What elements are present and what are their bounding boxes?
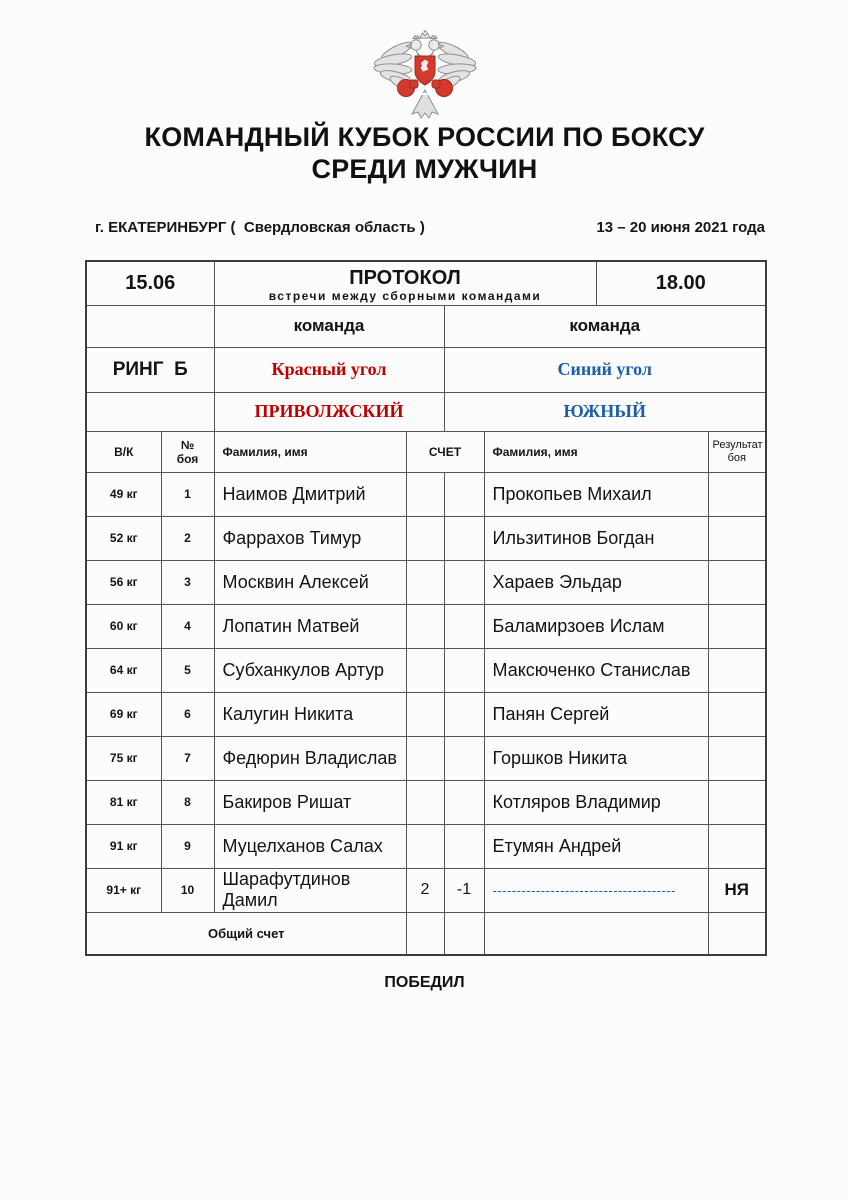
- blue-boxer-name: Горшков Никита: [484, 736, 708, 780]
- protocol-header-section: [86, 261, 766, 472]
- protocol-date: 15.06: [86, 261, 214, 305]
- page-title: [0, 121, 849, 185]
- bout-number-cell: 10: [161, 868, 214, 912]
- col-header-weight: В/К: [86, 431, 161, 472]
- col-header-score: СЧЕТ: [406, 431, 484, 472]
- red-corner-label: Красный угол: [214, 347, 444, 392]
- red-team-name: ПРИВОЛЖСКИЙ: [214, 392, 444, 431]
- protocol-time: 18.00: [596, 261, 766, 305]
- weight-class-cell: 52 кг: [86, 516, 161, 560]
- protocol-title-cell: [214, 261, 596, 305]
- page-title-line1: КОМАНДНЫЙ КУБОК РОССИИ ПО БОКСУ: [144, 122, 705, 152]
- blue-boxer-name: Ильзитинов Богдан: [484, 516, 708, 560]
- red-boxer-name: Бакиров Ришат: [214, 780, 406, 824]
- double-headed-eagle-icon: [369, 30, 481, 122]
- team-name-row: [86, 392, 766, 431]
- ring-label: РИНГ Б: [86, 347, 214, 392]
- blue-boxer-name: --------------------------------------: [484, 868, 708, 912]
- bout-result-cell: [708, 648, 766, 692]
- total-row: [86, 912, 766, 955]
- blue-boxer-name: Прокопьев Михаил: [484, 472, 708, 516]
- total-score-blue: [444, 912, 484, 955]
- team-label-blue: команда: [444, 305, 766, 347]
- protocol-table: [85, 260, 767, 956]
- weight-class-cell: 49 кг: [86, 472, 161, 516]
- red-boxer-name: Федюрин Владислав: [214, 736, 406, 780]
- red-score-cell: 2: [406, 868, 444, 912]
- red-score-cell: [406, 648, 444, 692]
- blue-score-cell: [444, 604, 484, 648]
- blue-corner-label: Синий угол: [444, 347, 766, 392]
- blue-score-cell: [444, 692, 484, 736]
- red-boxer-name: Калугин Никита: [214, 692, 406, 736]
- blue-score-cell: [444, 736, 484, 780]
- red-score-cell: [406, 604, 444, 648]
- red-score-cell: [406, 736, 444, 780]
- bout-result-cell: [708, 692, 766, 736]
- bout-result-cell: [708, 824, 766, 868]
- weight-class-cell: 81 кг: [86, 780, 161, 824]
- blue-boxer-name: Хараев Эльдар: [484, 560, 708, 604]
- bout-row: [86, 868, 766, 912]
- blue-score-cell: [444, 780, 484, 824]
- weight-class-cell: 91 кг: [86, 824, 161, 868]
- bout-result-cell: [708, 604, 766, 648]
- empty-cell: [708, 912, 766, 955]
- red-boxer-name: Москвин Алексей: [214, 560, 406, 604]
- col-header-bout-no-text: № боя: [176, 437, 199, 466]
- red-score-cell: [406, 824, 444, 868]
- page-title-line2: СРЕДИ МУЖЧИН: [311, 154, 538, 184]
- red-score-cell: [406, 692, 444, 736]
- blue-team-name: ЮЖНЫЙ: [444, 392, 766, 431]
- red-score-cell: [406, 560, 444, 604]
- red-boxer-name: Субханкулов Артур: [214, 648, 406, 692]
- bout-number-cell: 5: [161, 648, 214, 692]
- red-score-cell: [406, 472, 444, 516]
- team-label-red: команда: [214, 305, 444, 347]
- event-location: г. ЕКАТЕРИНБУРГ ( Свердловская область ): [95, 219, 425, 236]
- blue-boxer-name: Панян Сергей: [484, 692, 708, 736]
- blue-boxer-name: Максюченко Станислав: [484, 648, 708, 692]
- bout-row: [86, 560, 766, 604]
- weight-class-cell: 60 кг: [86, 604, 161, 648]
- blue-score-cell: -1: [444, 868, 484, 912]
- event-dates: 13 – 20 июня 2021 года: [596, 219, 765, 236]
- red-score-cell: [406, 516, 444, 560]
- bout-row: [86, 604, 766, 648]
- weight-class-cell: 75 кг: [86, 736, 161, 780]
- blue-score-cell: [444, 560, 484, 604]
- total-label: Общий счет: [86, 912, 406, 955]
- bout-number-cell: 3: [161, 560, 214, 604]
- protocol-title-row: [86, 261, 766, 305]
- bout-row: [86, 692, 766, 736]
- bout-number-cell: 4: [161, 604, 214, 648]
- red-score-cell: [406, 780, 444, 824]
- column-header-row: [86, 431, 766, 472]
- bout-number-cell: 2: [161, 516, 214, 560]
- blue-score-cell: [444, 648, 484, 692]
- bout-row: [86, 824, 766, 868]
- bout-result-cell: НЯ: [708, 868, 766, 912]
- protocol-table-wrap: [85, 260, 767, 956]
- russian-boxing-federation-emblem: [369, 30, 481, 127]
- red-boxer-name: Муцелханов Салах: [214, 824, 406, 868]
- blue-boxer-name: Баламирзоев Ислам: [484, 604, 708, 648]
- bout-number-cell: 9: [161, 824, 214, 868]
- weight-class-cell: 64 кг: [86, 648, 161, 692]
- bout-result-cell: [708, 780, 766, 824]
- red-boxer-name: Наимов Дмитрий: [214, 472, 406, 516]
- red-boxer-name: Лопатин Матвей: [214, 604, 406, 648]
- bout-row: [86, 472, 766, 516]
- total-section: [86, 912, 766, 955]
- col-header-name-blue: Фамилия, имя: [484, 431, 708, 472]
- empty-cell: [484, 912, 708, 955]
- bout-result-cell: [708, 516, 766, 560]
- blue-boxer-name: Етумян Андрей: [484, 824, 708, 868]
- blue-boxer-name: Котляров Владимир: [484, 780, 708, 824]
- weight-class-cell: 91+ кг: [86, 868, 161, 912]
- bout-row: [86, 648, 766, 692]
- bout-row: [86, 736, 766, 780]
- empty-cell: [86, 392, 214, 431]
- bout-number-cell: 7: [161, 736, 214, 780]
- bout-number-cell: 6: [161, 692, 214, 736]
- red-boxer-name: Фаррахов Тимур: [214, 516, 406, 560]
- bout-result-cell: [708, 560, 766, 604]
- bout-row: [86, 780, 766, 824]
- total-score-red: [406, 912, 444, 955]
- red-boxer-name: Шарафутдинов Дамил: [214, 868, 406, 912]
- weight-class-cell: 56 кг: [86, 560, 161, 604]
- protocol-subtitle: встречи между сборными командами: [268, 288, 542, 303]
- protocol-title: ПРОТОКОЛ: [349, 266, 461, 289]
- empty-cell: [86, 305, 214, 347]
- blue-score-cell: [444, 472, 484, 516]
- col-header-result: Результат боя: [708, 431, 766, 472]
- weight-class-cell: 69 кг: [86, 692, 161, 736]
- team-label-row: [86, 305, 766, 347]
- bout-result-cell: [708, 736, 766, 780]
- blue-score-cell: [444, 824, 484, 868]
- corner-row: [86, 347, 766, 392]
- bout-result-cell: [708, 472, 766, 516]
- blue-score-cell: [444, 516, 484, 560]
- winner-label: ПОБЕДИЛ: [384, 974, 465, 991]
- bout-number-cell: 8: [161, 780, 214, 824]
- col-header-name-red: Фамилия, имя: [214, 431, 406, 472]
- bouts-body: [86, 472, 766, 912]
- bout-row: [86, 516, 766, 560]
- col-header-bout-no: [161, 431, 214, 472]
- event-meta: [95, 219, 765, 236]
- bout-number-cell: 1: [161, 472, 214, 516]
